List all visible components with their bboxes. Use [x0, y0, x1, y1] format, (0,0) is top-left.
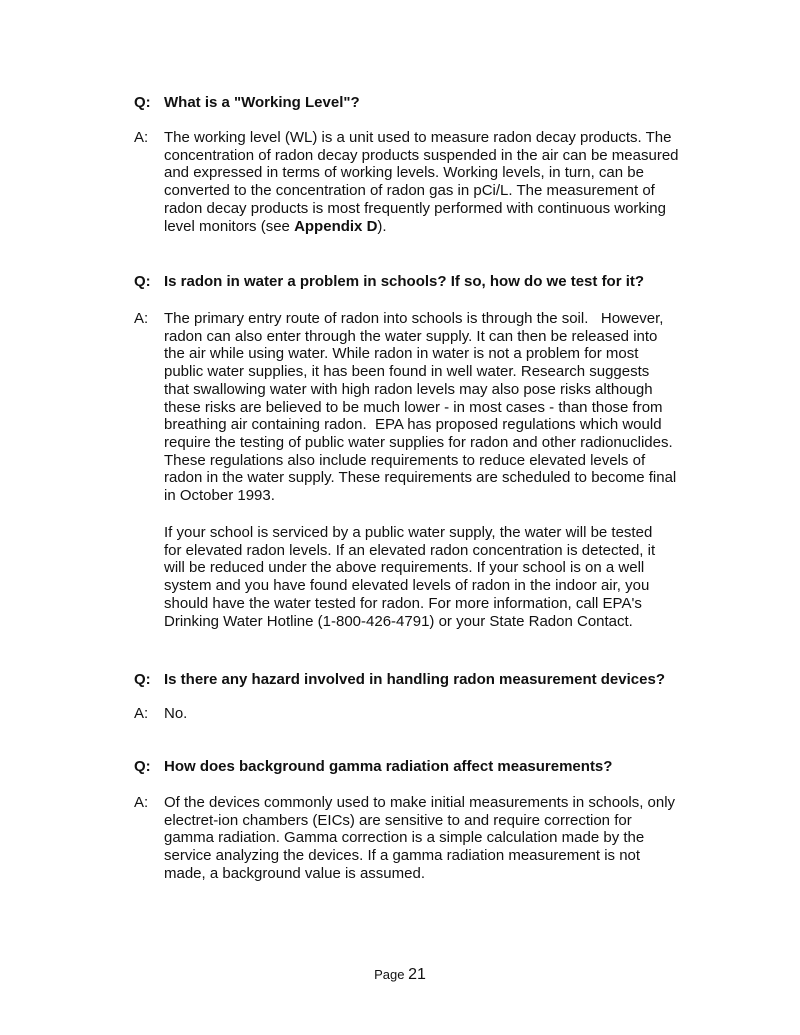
question-row	[134, 671, 665, 689]
text-line: electret-ion chambers (EICs) are sensitive to and require correction for	[164, 811, 632, 829]
text-line: Of the devices commonly used to make initial measurements in schools, only	[164, 794, 676, 811]
text-line: The primary entry route of radon into schools is through the soil. However,	[164, 310, 664, 327]
question-row	[134, 94, 360, 112]
page-footer	[0, 966, 800, 984]
text-line: radon in the water supply. These requirements are scheduled to become final	[164, 469, 677, 487]
text-line: radon can also enter through the water supply. It can then be released into	[164, 327, 658, 345]
text-line: made, a background value is assumed.	[164, 864, 425, 882]
answer-paragraph	[164, 794, 675, 883]
page-footer-label: Page	[374, 967, 409, 982]
text-line: will be reduced under the above requirements. If your school is on a well	[164, 559, 645, 577]
text-line: These regulations also include requirements to reduce elevated levels of	[164, 451, 646, 469]
text-line: The working level (WL) is a unit used to measure radon decay products. The	[164, 129, 672, 146]
text-line: radon decay products is most frequently performed with continuous working	[164, 199, 666, 217]
question-label: Q:	[134, 94, 151, 111]
answer-label: A:	[134, 794, 149, 811]
text-line: If your school is serviced by a public water supply, the water will be tested	[164, 524, 653, 541]
text-line: concentration of radon decay products suspended in the air can be measured	[164, 146, 679, 164]
answer-row	[134, 794, 675, 883]
page-number: 21	[408, 966, 426, 983]
text-line: Drinking Water Hotline (1-800-426-4791) or your State Radon Contact.	[164, 612, 633, 630]
text-line: for elevated radon levels. If an elevated radon concentration is detected, it	[164, 541, 656, 559]
text-line: gamma radiation. Gamma correction is a simple calculation made by the	[164, 829, 645, 847]
text-line: and expressed in terms of working levels. Working levels, in turn, can be	[164, 164, 644, 182]
question-text: Is there any hazard involved in handling radon measurement devices?	[164, 671, 665, 688]
answer-paragraph	[164, 129, 679, 235]
appendix-reference: Appendix D	[294, 217, 378, 235]
answer-label: A:	[134, 129, 149, 146]
answer-paragraph	[164, 705, 187, 723]
answer-label: A:	[134, 310, 149, 327]
text-line: should have the water tested for radon. For more information, call EPA's	[164, 594, 642, 612]
text-line: that swallowing water with high radon levels may also pose risks although	[164, 380, 653, 398]
text-line: require the testing of public water supplies for radon and other radionuclides.	[164, 433, 673, 451]
text-line: these risks are believed to be much lower - in most cases - than those from	[164, 398, 663, 416]
text-line: in October 1993.	[164, 487, 275, 505]
text-line: No.	[164, 705, 188, 722]
question-label: Q:	[134, 758, 151, 775]
answer-text-pre: level monitors (see	[164, 217, 295, 235]
question-label: Q:	[134, 273, 151, 290]
question-text: Is radon in water a problem in schools? If so, how do we test for it?	[164, 273, 645, 290]
question-text: How does background gamma radiation affect measurements?	[164, 758, 613, 775]
answer-row	[134, 705, 187, 723]
text-line: converted to the concentration of radon gas in pCi/L. The measurement of	[164, 182, 655, 200]
answer-text-post: ).	[377, 217, 387, 235]
question-text: What is a "Working Level"?	[164, 94, 360, 111]
question-label: Q:	[134, 671, 151, 688]
text-line: system and you have found elevated levels of radon in the indoor air, you	[164, 577, 650, 595]
answer-row	[134, 310, 676, 505]
text-line: breathing air containing radon. EPA has proposed regulations which would	[164, 416, 662, 434]
text-line: service analyzing the devices. If a gamma radiation measurement is not	[164, 847, 641, 865]
question-row	[134, 758, 612, 776]
answer-row	[134, 129, 679, 235]
question-row	[134, 273, 644, 291]
text-line	[164, 218, 679, 236]
answer-label: A:	[134, 705, 149, 722]
text-line: public water supplies, it has been found in well water. Research suggests	[164, 363, 650, 381]
answer-continuation-paragraph	[164, 524, 655, 630]
answer-paragraph	[164, 310, 676, 505]
text-line: the air while using water. While radon in water is not a problem for most	[164, 345, 639, 363]
